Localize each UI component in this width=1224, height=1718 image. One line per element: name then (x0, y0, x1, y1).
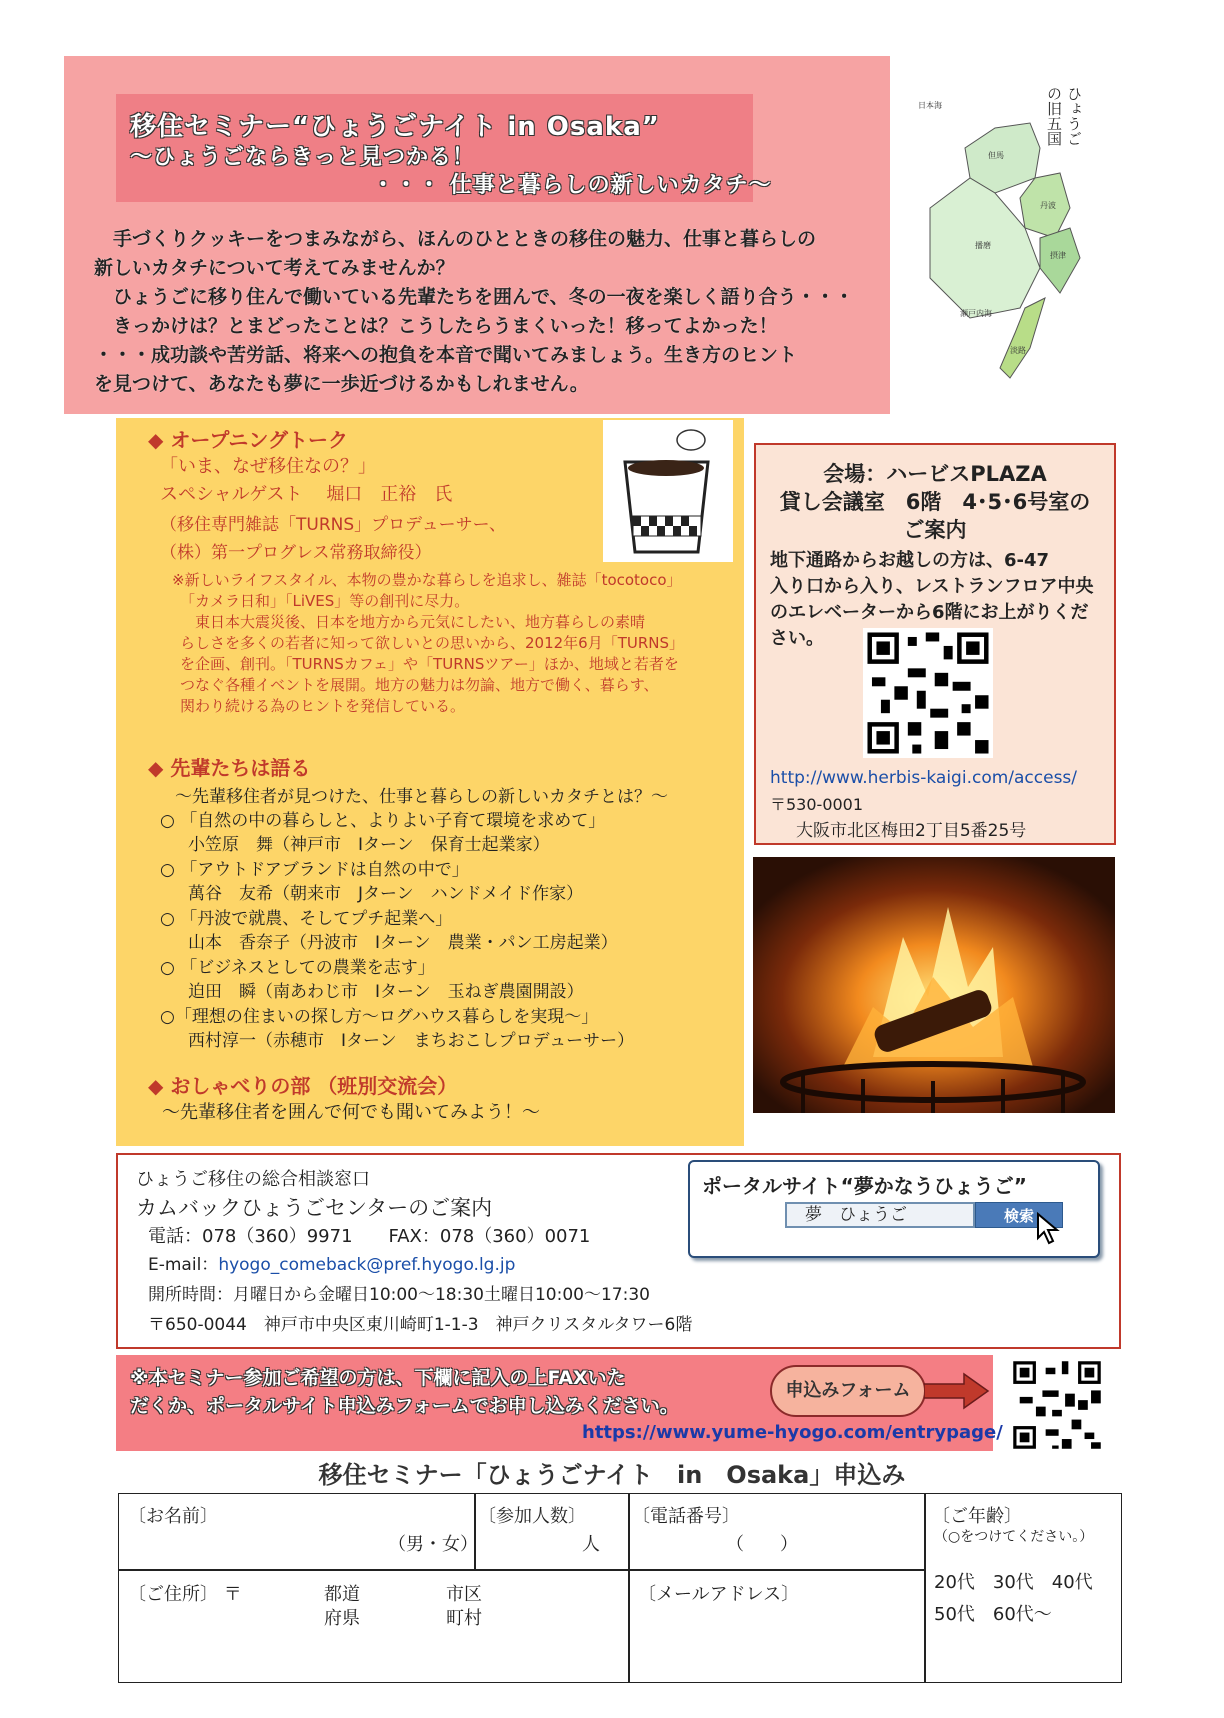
map-region-settsu (1040, 228, 1080, 293)
guest-name: スペシャルゲスト 堀口 正裕 氏 (160, 484, 453, 505)
map-label: 瀬戸内海 (960, 309, 992, 318)
city-label: 町村 (446, 1608, 482, 1629)
age-label: 〔ご年齢〕 (932, 1506, 1022, 1527)
center-email-link[interactable]: hyogo_comeback@pref.hyogo.lg.jp (218, 1255, 516, 1275)
venue-directions: さい。 (770, 628, 824, 649)
prefecture-label: 府県 (324, 1608, 360, 1629)
guest-role: （移住専門雑誌「TURNS」プロデューサー、 (160, 515, 506, 535)
venue-title: 貸し会議室 6階 4･5･6号室の (779, 490, 1091, 514)
guest-note: を企画、創刊。「TURNSカフェ」や「TURNSツアー」ほか、地域と若者を (180, 655, 679, 673)
application-url-link[interactable]: https://www.yume-hyogo.com/entrypage/ (582, 1422, 1003, 1443)
chat-subtitle: ～先輩移住者を囲んで何でも聞いてみよう！～ (162, 1102, 540, 1123)
venue-directions: 入り口から入り、レストランフロア中央 (770, 576, 1094, 597)
age-note: （○をつけてください。） (934, 1529, 1094, 1545)
map-title: ひょうごの旧五国 (1045, 86, 1083, 146)
arrow-right-icon (924, 1372, 990, 1410)
portal-title: ポータルサイト“夢かなうひょうご” (702, 1174, 1027, 1198)
hyogo-map (900, 78, 1130, 408)
fireplace-photo (753, 857, 1115, 1113)
talk-speaker: 西村淳一（赤穂市 Iターン まちおこしプロデューサー） (188, 1031, 635, 1051)
count-unit: 人 (582, 1534, 600, 1555)
talk-title: ○ 「アウトドアブランドは自然の中で」 (160, 860, 469, 880)
coffee-cup-icon (603, 420, 733, 562)
portal-search-input[interactable]: 夢 ひょうご (785, 1202, 975, 1228)
venue-directions: 地下通路からお越しの方は、6-47 (770, 550, 1050, 571)
cursor-arrow-icon (1036, 1212, 1062, 1246)
senpai-heading: ◆ 先輩たちは語る (148, 756, 311, 780)
phone-paren: （ ） (726, 1534, 798, 1555)
gender-choice[interactable]: （男・女） (388, 1534, 478, 1555)
age-options[interactable]: 50代 60代～ (934, 1604, 1052, 1625)
intro-line: きっかけは？とまどったことは？こうしたらうまくいった！移ってよかった！ (94, 315, 778, 337)
center-phone: 電話：078（360）9971 FAX：078（360）0071 (148, 1226, 591, 1247)
email-label: 〔メールアドレス〕 (638, 1584, 800, 1605)
name-label: 〔お名前〕 (128, 1506, 218, 1527)
guest-note: 東日本大震災後、日本を地方から元気にしたい、地方暮らしの素晴 (180, 613, 646, 631)
event-subtitle-1: ～ひょうごならきっと見つかる！ (130, 145, 476, 170)
event-subtitle-2: ・・・ 仕事と暮らしの新しいカタチ～ (372, 173, 772, 198)
talk-title: ○「理想の住まいの探し方～ログハウス暮らしを実現～」 (160, 1007, 599, 1027)
application-form-button[interactable]: 申込みフォーム (770, 1365, 926, 1417)
count-label: 〔参加人数〕 (478, 1506, 586, 1527)
guest-role: （株）第一プログレス常務取締役） (160, 543, 432, 563)
talk-title: ○ 「ビジネスとしての農業を志す」 (160, 958, 435, 978)
guest-note: つなぐ各種イベントを展開。地方の魅力は勿論、地方で働く、暮らす、 (180, 676, 659, 694)
center-name: カムバックひょうごセンターのご案内 (136, 1196, 493, 1220)
age-options[interactable]: 20代 30代 40代 (934, 1572, 1093, 1593)
venue-address: 大阪市北区梅田2丁目5番25号 (796, 821, 1027, 841)
guest-note: 関わり続ける為のヒントを発信している。 (180, 697, 466, 715)
talk-title: ○ 「自然の中の暮らしと、よりよい子育て環境を求めて」 (160, 811, 606, 831)
map-label: 摂津 (1050, 251, 1066, 260)
venue-access-link[interactable]: http://www.herbis-kaigi.com/access/ (770, 768, 1078, 788)
intro-line: を見つけて、あなたも夢に一歩近づけるかもしれません。 (94, 373, 589, 395)
application-qr-code[interactable] (1008, 1358, 1106, 1452)
talk-speaker: 山本 香奈子（丹波市 Iターン 農業・パン工房起業） (188, 933, 618, 953)
opening-heading: ◆ オープニングトーク (148, 428, 348, 452)
guest-note: ※新しいライフスタイル、本物の豊かな暮らしを追求し、雑誌「tocotoco」 (172, 571, 682, 589)
venue-title: 会場：ハービスPLAZA (823, 462, 1047, 486)
senpai-subtitle: ～先輩移住者が見つけた、仕事と暮らしの新しいカタチとは？～ (175, 787, 668, 807)
opening-subtitle: 「いま、なぜ移住なの？」 (160, 456, 376, 477)
map-label: 但馬 (988, 151, 1004, 160)
talk-speaker: 小笠原 舞（神戸市 Iターン 保育士起業家） (188, 835, 550, 855)
phone-label: 〔電話番号〕 (632, 1506, 740, 1527)
venue-directions: のエレベーターから6階にお上がりくだ (770, 602, 1089, 623)
center-address: 〒650-0044 神戸市中央区東川崎町1-1-3 神戸クリスタルタワー6階 (148, 1315, 693, 1335)
city-label: 市区 (446, 1584, 482, 1605)
event-title: 移住セミナー“ひょうごナイト in Osaka” (130, 112, 660, 142)
center-email-row: E-mail：hyogo_comeback@pref.hyogo.lg.jp (148, 1255, 516, 1275)
talk-title: ○ 「丹波で就農、そしてプチ起業へ」 (160, 909, 453, 929)
venue-title: ご案内 (903, 518, 967, 542)
map-label: 播磨 (975, 241, 991, 250)
venue-qr-code[interactable] (860, 628, 996, 758)
portal-search-button[interactable]: 検索 (975, 1202, 1063, 1228)
talk-speaker: 萬谷 友希（朝来市 Jターン ハンドメイド作家） (188, 884, 584, 904)
center-label: ひょうご移住の総合相談窓口 (136, 1169, 370, 1190)
apply-instruction: ※本セミナー参加ご希望の方は、下欄に記入の上FAXいた (130, 1367, 626, 1389)
map-label: 淡路 (1010, 346, 1026, 355)
apply-instruction: だくか、ポータルサイト申込みフォームでお申し込みください。 (130, 1395, 679, 1417)
registration-title: 移住セミナー「ひょうごナイト in Osaka」申込み (318, 1461, 906, 1489)
center-hours: 開所時間：月曜日から金曜日10:00～18:30土曜日10:00～17:30 (148, 1285, 650, 1305)
talk-speaker: 迫田 瞬（南あわじ市 Iターン 玉ねぎ農園開設） (188, 982, 584, 1002)
guest-note: らしさを多くの若者に知って欲しいとの思いから、2012年6月「TURNS」 (180, 634, 685, 652)
intro-line: ひょうごに移り住んで働いている先輩たちを囲んで、冬の一夜を楽しく語り合う・・・ (94, 286, 854, 308)
intro-line: 手づくりクッキーをつまみながら、ほんのひとときの移住の魅力、仕事と暮らしの (94, 228, 817, 250)
map-label: 日本海 (918, 101, 942, 110)
intro-line: 新しいカタチについて考えてみませんか？ (94, 257, 455, 279)
coffee-cup-illustration (603, 420, 733, 562)
address-label: 〔ご住所〕 〒 (128, 1584, 242, 1605)
guest-note: 「カメラ日和」「LiVES」等の創刊に尽力。 (180, 592, 470, 610)
prefecture-label: 都道 (324, 1584, 360, 1605)
venue-postal-code: 〒530-0001 (770, 795, 864, 814)
intro-line: ・・・成功談や苦労話、将来への抱負を本音で聞いてみましょう。生き方のヒント (94, 344, 798, 366)
chat-heading: ◆ おしゃべりの部 （班別交流会） (148, 1074, 458, 1098)
map-label: 丹波 (1040, 201, 1056, 210)
